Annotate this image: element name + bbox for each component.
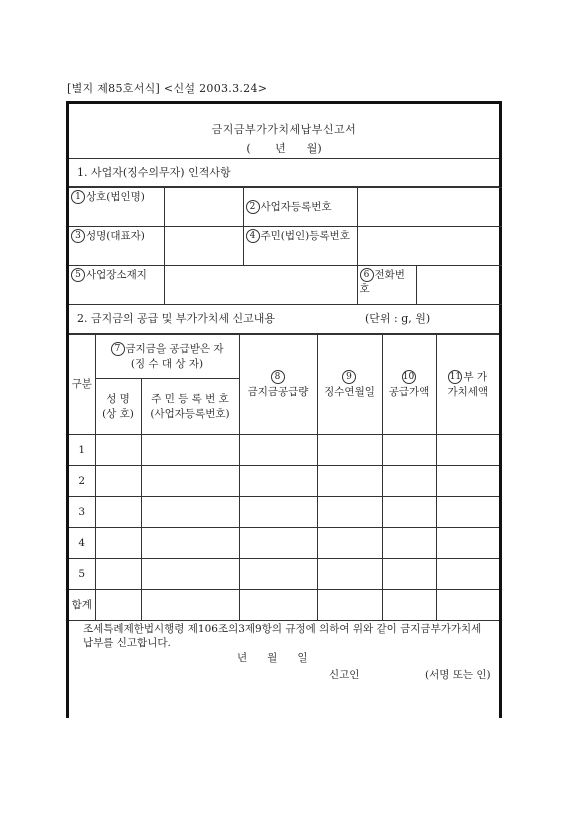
input-representative-name[interactable] — [164, 227, 243, 266]
cell-value[interactable] — [382, 497, 436, 528]
circled-number: 5 — [71, 268, 85, 282]
cell-registration[interactable] — [141, 435, 239, 466]
col-header-vat-amount: 11 부 가 가치세액 — [436, 335, 499, 435]
row-label: 2 — [69, 466, 95, 497]
label-business-reg-number: 2 사업자등록번호 — [243, 188, 357, 227]
cell-date[interactable] — [317, 466, 382, 497]
form-period: ( 년 월) — [246, 142, 322, 155]
input-business-address[interactable] — [164, 266, 357, 305]
circled-number: 3 — [71, 229, 85, 243]
cell-value[interactable] — [382, 528, 436, 559]
col-header-name: 성 명 (상 호) — [95, 379, 141, 435]
cell-name[interactable] — [95, 528, 141, 559]
reporter-label: 신고인 — [329, 669, 360, 681]
cell-quantity[interactable] — [239, 435, 317, 466]
cell-date[interactable] — [317, 590, 382, 621]
row-label: 합계 — [69, 590, 95, 621]
section2-heading-bar — [69, 304, 499, 334]
circled-number: 9 — [342, 370, 356, 384]
cell-date[interactable] — [317, 528, 382, 559]
col-header-collection-date: 9 징수연월일 — [317, 335, 382, 435]
circled-number: 7 — [111, 342, 125, 356]
cell-registration[interactable] — [141, 528, 239, 559]
business-info-table — [69, 187, 502, 305]
label-business-address: 5 사업장소재지 — [69, 266, 164, 305]
row-label: 1 — [69, 435, 95, 466]
supply-report-table — [69, 334, 499, 621]
label-phone-number: 6 전화번호 — [357, 266, 416, 305]
circled-number: 10 — [402, 371, 415, 382]
declaration-text: 조세특례제한법시행령 제106조의3제9항의 규정에 의하여 위와 같이 금지금부가가치세 납부를 신고합니다. — [83, 623, 482, 649]
cell-registration[interactable] — [141, 590, 239, 621]
cell-date[interactable] — [317, 497, 382, 528]
circled-number: 1 — [71, 190, 85, 204]
cell-quantity[interactable] — [239, 466, 317, 497]
table-row-total — [69, 590, 499, 621]
row-label: 3 — [69, 497, 95, 528]
table-row — [69, 528, 499, 559]
circled-number: 2 — [246, 200, 260, 214]
cell-value[interactable] — [382, 466, 436, 497]
col-header-recipient: 7 금지금을 공급받은 자 (징 수 대 상 자) — [95, 335, 239, 379]
col-header-supply-value: 10 공급가액 — [382, 335, 436, 435]
label-company-name: 1 상호(법인명) — [69, 188, 164, 227]
recipient-subheader: (징 수 대 상 자) — [130, 357, 204, 370]
input-phone-number[interactable] — [416, 266, 502, 305]
cell-quantity[interactable] — [239, 559, 317, 590]
cell-quantity[interactable] — [239, 497, 317, 528]
cell-vat[interactable] — [436, 590, 499, 621]
form-number-note: [별지 제85호서식] <신설 2003.3.24> — [67, 82, 268, 95]
cell-date[interactable] — [317, 559, 382, 590]
cell-date[interactable] — [317, 435, 382, 466]
circled-number: 4 — [246, 229, 260, 243]
cell-name[interactable] — [95, 497, 141, 528]
cell-name[interactable] — [95, 559, 141, 590]
table-row — [69, 559, 499, 590]
unit-note: (단위 : g, 원) — [365, 312, 431, 325]
table-row — [69, 466, 499, 497]
cell-vat[interactable] — [436, 559, 499, 590]
input-resident-reg-number[interactable] — [357, 227, 502, 266]
section1-heading: 1. 사업자(징수의무자) 인적사항 — [69, 158, 499, 187]
cell-registration[interactable] — [141, 466, 239, 497]
col-header-registration: 주 민 등 록 번 호 (사업자등록번호) — [141, 379, 239, 435]
cell-vat[interactable] — [436, 435, 499, 466]
cell-quantity[interactable] — [239, 528, 317, 559]
input-business-reg-number[interactable] — [357, 188, 502, 227]
cell-value[interactable] — [382, 559, 436, 590]
circled-number: 6 — [360, 268, 374, 282]
declaration-date: 년 월 일 — [237, 652, 308, 664]
table-row — [69, 435, 499, 466]
cell-registration[interactable] — [141, 559, 239, 590]
cell-vat[interactable] — [436, 528, 499, 559]
cell-vat[interactable] — [436, 466, 499, 497]
col-header-supply-quantity: 8 금지금공급량 — [239, 335, 317, 435]
row-label: 5 — [69, 559, 95, 590]
form-title: 금지금부가가치세납부신고서 — [211, 123, 357, 136]
signature-label: (서명 또는 인) — [425, 669, 491, 681]
cell-name[interactable] — [95, 590, 141, 621]
section2-heading: 2. 금지금의 공급 및 부가가치세 신고내용 — [77, 312, 275, 325]
cell-value[interactable] — [382, 590, 436, 621]
circled-number: 8 — [271, 370, 285, 384]
circled-number: 11 — [449, 371, 462, 382]
col-header-gubun: 구분 — [69, 335, 95, 435]
table-row — [69, 497, 499, 528]
cell-name[interactable] — [95, 435, 141, 466]
cell-registration[interactable] — [141, 497, 239, 528]
cell-quantity[interactable] — [239, 590, 317, 621]
row-label: 4 — [69, 528, 95, 559]
tax-report-form — [66, 101, 502, 718]
cell-name[interactable] — [95, 466, 141, 497]
label-resident-reg-number: 4 주민(법인)등록번호 — [243, 227, 357, 266]
form-title-block — [69, 104, 499, 159]
label-representative-name: 3 성명(대표자) — [69, 227, 164, 266]
cell-vat[interactable] — [436, 497, 499, 528]
input-company-name[interactable] — [164, 188, 243, 227]
cell-value[interactable] — [382, 435, 436, 466]
declaration — [69, 622, 499, 650]
